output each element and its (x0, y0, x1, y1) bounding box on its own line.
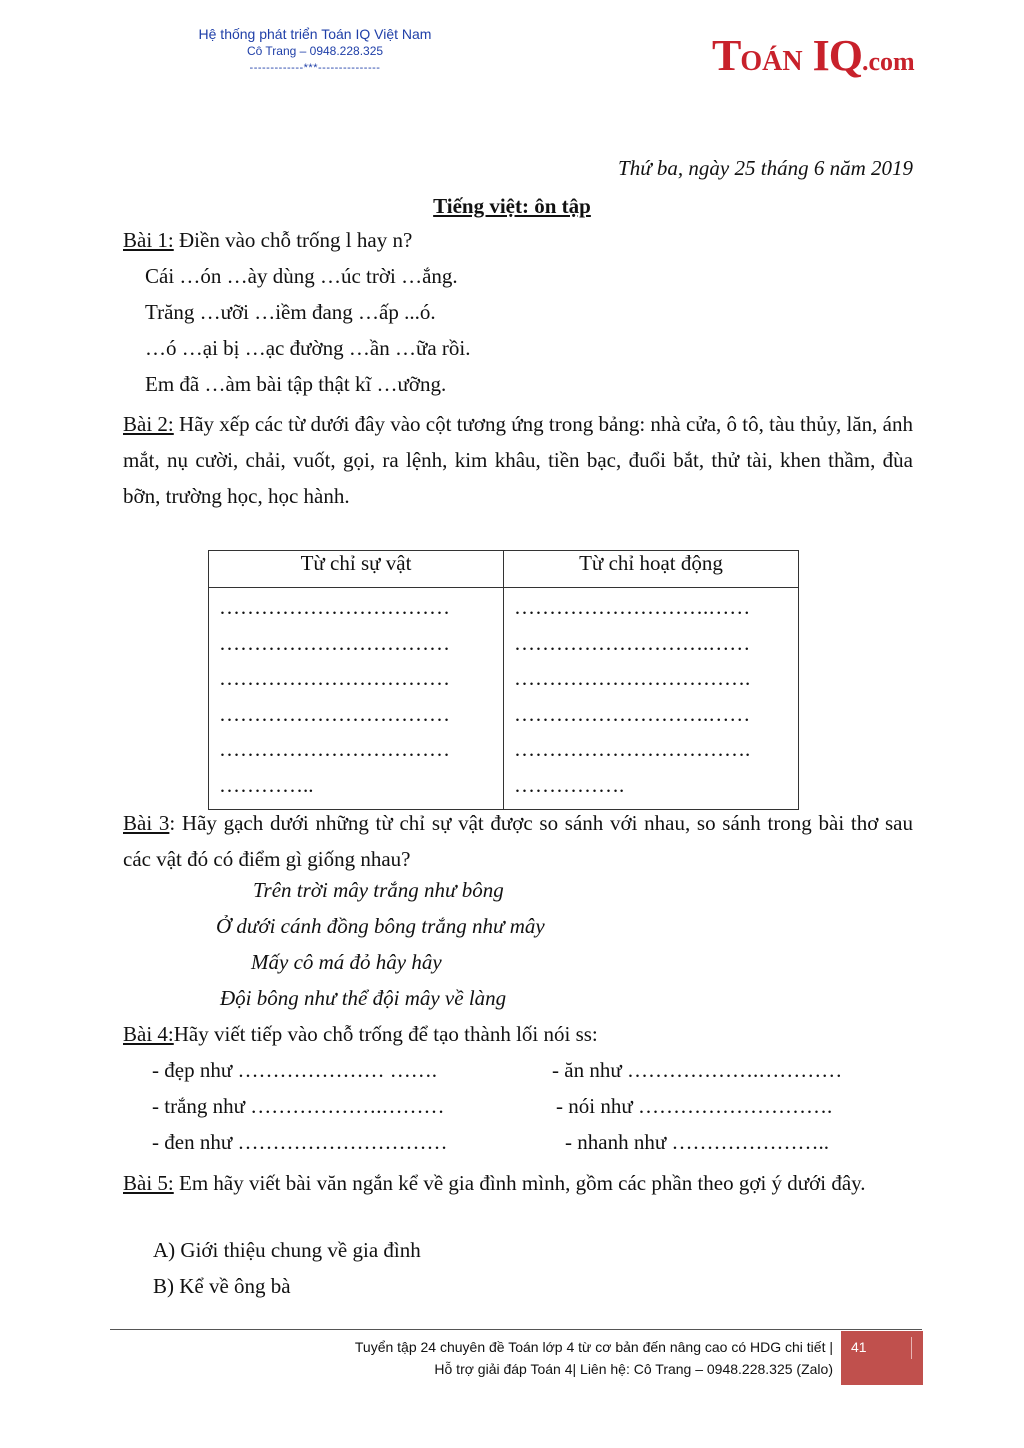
bai4-right-2[interactable]: - nói như ………………………. (556, 1094, 833, 1118)
bai4-prompt (123, 1022, 913, 1047)
bai4-right-1[interactable]: - ăn như ……………….………… (552, 1058, 843, 1082)
bai4-left-1[interactable]: - đẹp như ………………… ……. (152, 1058, 437, 1082)
header-line-1: Hệ thống phát triển Toán IQ Việt Nam (198, 26, 432, 42)
bai1-label: Bài 1: (123, 228, 174, 252)
bai3-body: : Hãy gạch dưới những từ chỉ sự vật được so sánh với nhau, so sánh trong bài thơ sau các vật đó có điểm gì giống nhau? (123, 811, 914, 871)
poem-line-1: Trên trời mây trắng như bông (253, 878, 504, 902)
bai5-item-b: B) Kể về ông bà (153, 1274, 291, 1298)
table-row: …………………………… (219, 630, 450, 655)
page-number-badge (841, 1331, 923, 1385)
footer-line-2: Hỗ trợ giải đáp Toán 4| Liên hệ: Cô Trang – 0948.228.325 (Zalo) (434, 1361, 833, 1377)
table-row: …………………………… (219, 595, 450, 619)
bai1-line-1: Cái …ón …ày dùng …úc trời …ắng. (145, 264, 458, 288)
bai5-text (123, 1165, 913, 1201)
bai5-label: Bài 5: (123, 1171, 174, 1195)
date: Thứ ba, ngày 25 tháng 6 năm 2019 (618, 156, 913, 180)
logo (712, 30, 915, 86)
logo-part-1: T (712, 31, 741, 80)
table-row: ……………. (514, 772, 625, 797)
table-row: ………….. (219, 772, 314, 797)
classification-table (208, 550, 799, 810)
bai3-label: Bài 3 (123, 811, 170, 835)
logo-part-4: .com (861, 47, 915, 76)
page-badge-divider (911, 1337, 912, 1359)
bai4-label: Bài 4: (123, 1022, 174, 1046)
bai4-prompt-text: Hãy viết tiếp vào chỗ trống để tạo thành lối nói ss: (173, 1022, 598, 1046)
table-row: ……………………….…… (514, 701, 751, 726)
page-title (0, 194, 1024, 219)
footer-line-1: Tuyển tập 24 chuyên đề Toán lớp 4 từ cơ bản đến nâng cao có HDG chi tiết | (354, 1339, 833, 1355)
table-col-things[interactable] (209, 588, 504, 810)
poem-line-2: Ở dưới cánh đồng bông trắng như mây (216, 914, 545, 938)
logo-part-2: OÁN (740, 46, 803, 77)
table-header-things: Từ chỉ sự vật (209, 551, 504, 588)
table-row: …………………………… (219, 666, 450, 690)
table-row: ……………………………. (514, 737, 751, 761)
table-row: ……………………………. (514, 666, 751, 690)
bai2-label: Bài 2: (123, 412, 174, 436)
bai1-line-4: Em đã …àm bài tập thật kĩ …ưỡng. (145, 372, 447, 396)
poem-line-4: Đội bông như thể đội mây về làng (220, 986, 507, 1010)
bai1-line-3: …ó …ại bị …ạc đường …ần …ữa rồi. (145, 336, 471, 360)
table-row: …………………………… (219, 701, 450, 726)
header-line-2: Cô Trang – 0948.228.325 (246, 44, 384, 58)
bai1-prompt (123, 228, 913, 253)
bai1-line-2: Trăng …ưỡi …iềm đang …ấp ...ó. (145, 300, 436, 324)
bai2-text (123, 406, 913, 514)
header-org (160, 26, 470, 77)
bai5-item-a: A) Giới thiệu chung về gia đình (153, 1238, 421, 1262)
page-title-text: Tiếng việt: ôn tập (433, 194, 591, 218)
footer-divider (110, 1329, 922, 1330)
bai3-text (123, 805, 913, 877)
logo-part-3: IQ (802, 31, 862, 80)
page-number: 41 (851, 1339, 867, 1355)
header-line-3: -------------***--------------- (249, 62, 381, 74)
table-header-actions: Từ chỉ hoạt động (504, 551, 799, 588)
bai5-body: Em hãy viết bài văn ngắn kể về gia đình mình, gồm các phần theo gợi ý dưới đây. (173, 1171, 866, 1195)
bai4-left-2[interactable]: - trắng như ……………….……… (152, 1094, 445, 1118)
bai4-left-3[interactable]: - đen như ………………………… (152, 1130, 448, 1154)
bai4-right-3[interactable]: - nhanh như ………………….. (565, 1130, 829, 1154)
footer-text (355, 1336, 833, 1380)
bai2-body: Hãy xếp các từ dưới đây vào cột tương ứng trong bảng: nhà cửa, ô tô, tàu thủy, lăn, ánh mắt, nụ cười, chải, vuốt, gọi, ra lệnh, kim khâu, tiền bạc, đuổi bắt, thử tài, khen thầm, đùa bỡn, trường học, học hành. (123, 412, 914, 508)
bai1-prompt-text: Điền vào chỗ trống l hay n? (173, 228, 413, 252)
table-row: …………………………… (219, 737, 450, 761)
table-row: ……………………….…… (514, 595, 751, 619)
poem-line-3: Mấy cô má đỏ hây hây (251, 950, 442, 974)
table-row: ……………………….…… (514, 630, 751, 655)
table-col-actions[interactable] (504, 588, 799, 810)
